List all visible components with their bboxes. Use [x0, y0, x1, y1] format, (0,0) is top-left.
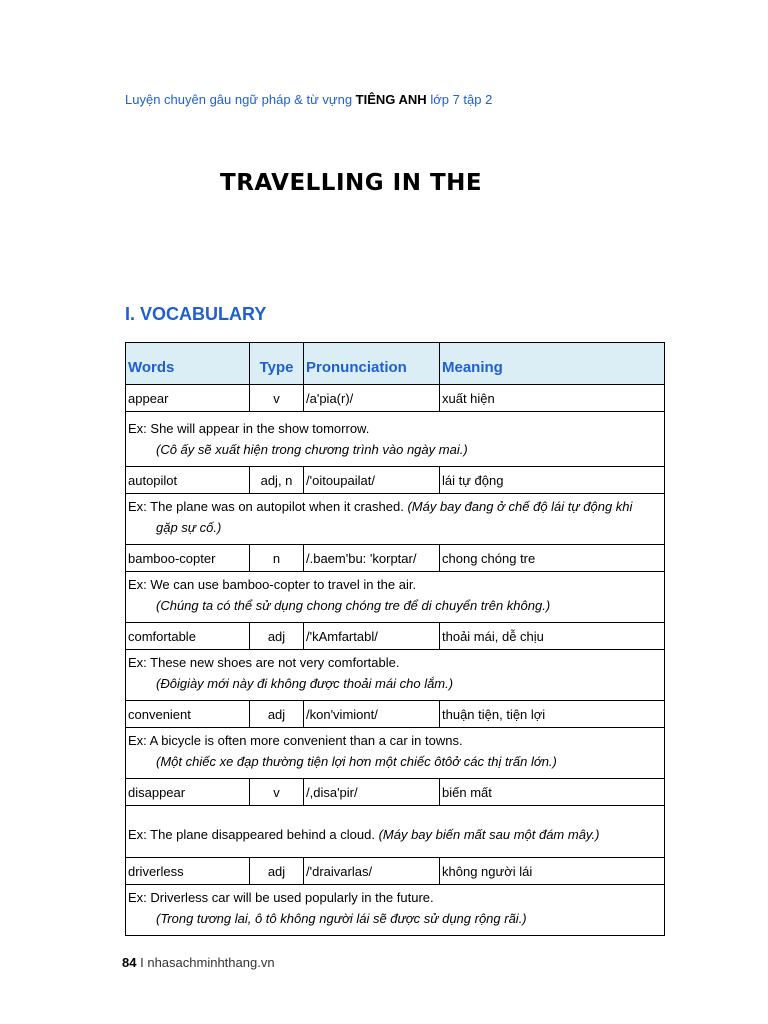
meaning-cell: biến mất — [440, 779, 665, 806]
type-cell: v — [250, 385, 304, 412]
page-number: 84 — [122, 955, 137, 970]
pronunciation-cell: /,disa'pir/ — [304, 779, 440, 806]
example-vietnamese: (Chúng ta có thể sử dụng chong chóng tre để di chuyển trên không.) — [156, 598, 551, 613]
example-cell — [126, 806, 665, 858]
meaning-cell: thoải mái, dễ chịu — [440, 623, 665, 650]
table-row — [126, 467, 665, 494]
header-words: Words — [126, 343, 250, 385]
example-row — [126, 494, 665, 545]
example-vietnamese: (Một chiếc xe đạp thường tiện lợi hơn một chiếc ôtôở các thị trấn lớn.) — [156, 754, 557, 769]
word-cell: autopilot — [126, 467, 250, 494]
example-english: Ex: The plane disappeared behind a cloud. — [128, 827, 375, 842]
example-english: Ex: A bicycle is often more convenient than a car in towns. — [128, 733, 463, 748]
header-suffix: lớp 7 tập 2 — [430, 92, 493, 107]
example-cell — [126, 494, 665, 545]
pronunciation-cell: /kon'vimiont/ — [304, 701, 440, 728]
pronunciation-cell: /'oitoupailat/ — [304, 467, 440, 494]
table-row — [126, 858, 665, 885]
example-cell — [126, 412, 665, 467]
running-header — [125, 92, 492, 107]
word-cell: bamboo-copter — [126, 545, 250, 572]
meaning-cell: lái tự động — [440, 467, 665, 494]
example-vietnamese: (Máy bay đang ở chế độ lái tự động khi — [407, 499, 633, 514]
vocabulary-table — [125, 342, 665, 936]
type-cell: adj — [250, 858, 304, 885]
table-header-row — [126, 343, 665, 385]
page-title: TRAVELLING IN THE — [220, 170, 483, 196]
example-row — [126, 650, 665, 701]
header-subject: TIÊNG ANH — [355, 92, 427, 107]
word-cell: comfortable — [126, 623, 250, 650]
meaning-cell: chong chóng tre — [440, 545, 665, 572]
header-type: Type — [250, 343, 304, 385]
example-row — [126, 728, 665, 779]
example-english: Ex: These new shoes are not very comfortable. — [128, 655, 400, 670]
type-cell: n — [250, 545, 304, 572]
meaning-cell: xuất hiện — [440, 385, 665, 412]
table-row — [126, 779, 665, 806]
example-english: Ex: We can use bamboo-copter to travel in the air. — [128, 577, 417, 592]
example-cell — [126, 885, 665, 936]
section-title: I. VOCABULARY — [125, 304, 267, 324]
meaning-cell: thuận tiện, tiện lợi — [440, 701, 665, 728]
header-prefix: Luyện chuyên gâu ngữ pháp & từ vựng — [125, 92, 353, 107]
example-cell — [126, 728, 665, 779]
table-row — [126, 385, 665, 412]
example-row — [126, 572, 665, 623]
word-cell: driverless — [126, 858, 250, 885]
pronunciation-cell: /.baem'bu: 'korptar/ — [304, 545, 440, 572]
word-cell: appear — [126, 385, 250, 412]
word-cell: disappear — [126, 779, 250, 806]
table-row — [126, 545, 665, 572]
type-cell: adj, n — [250, 467, 304, 494]
meaning-cell: không người lái — [440, 858, 665, 885]
type-cell: v — [250, 779, 304, 806]
type-cell: adj — [250, 701, 304, 728]
example-row — [126, 412, 665, 467]
footer-separator: I — [140, 955, 144, 970]
example-vietnamese-continued: gặp sự cố.) — [156, 520, 222, 535]
example-row — [126, 885, 665, 936]
type-cell: adj — [250, 623, 304, 650]
example-vietnamese: (Đôigiày mới này đi không được thoải mái cho lắm.) — [156, 676, 454, 691]
example-english: Ex: The plane was on autopilot when it crashed. — [128, 499, 404, 514]
example-vietnamese: (Cô ấy sẽ xuất hiện trong chương trình vào ngày mai.) — [156, 442, 468, 457]
example-vietnamese: (Trong tương lai, ô tô không người lái sẽ được sử dụng rộng rãi.) — [156, 911, 527, 926]
table-row — [126, 701, 665, 728]
footer-site: nhasachminhthang.vn — [147, 955, 275, 970]
example-vietnamese: (Máy bay biến mất sau một đám mây.) — [378, 827, 600, 842]
page-footer — [122, 955, 275, 970]
pronunciation-cell: /'kAmfartabl/ — [304, 623, 440, 650]
example-english: Ex: Driverless car will be used popularly in the future. — [128, 890, 434, 905]
example-english: Ex: She will appear in the show tomorrow. — [128, 421, 370, 436]
header-meaning: Meaning — [440, 343, 665, 385]
pronunciation-cell: /a'pia(r)/ — [304, 385, 440, 412]
pronunciation-cell: /'draivarlas/ — [304, 858, 440, 885]
table-row — [126, 623, 665, 650]
example-cell — [126, 572, 665, 623]
header-pronunciation: Pronunciation — [304, 343, 440, 385]
example-row — [126, 806, 665, 858]
word-cell: convenient — [126, 701, 250, 728]
example-cell — [126, 650, 665, 701]
